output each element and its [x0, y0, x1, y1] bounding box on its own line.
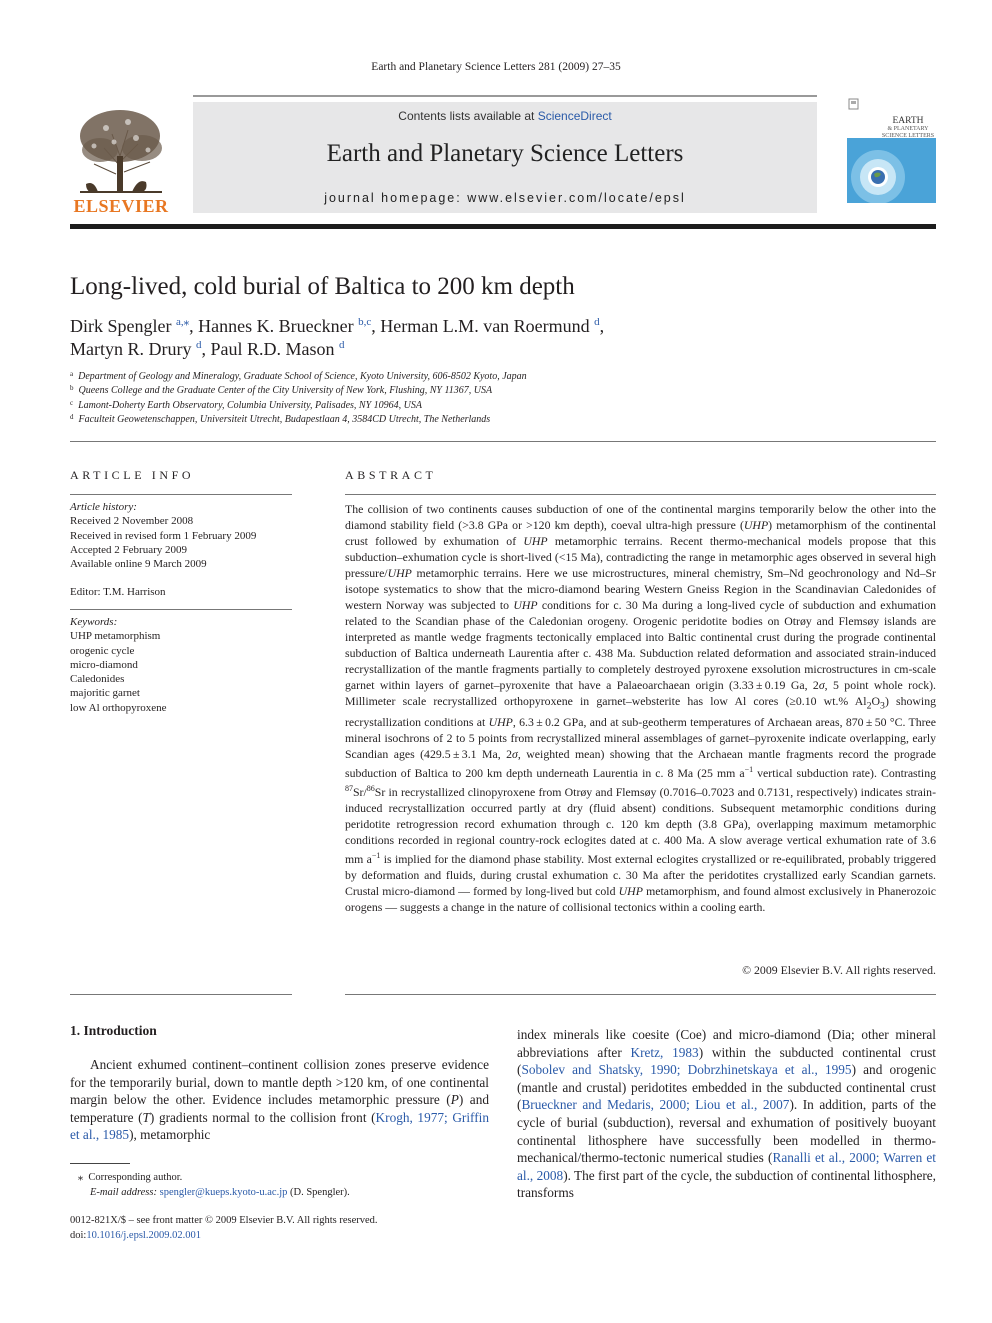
article-info-rule [70, 494, 292, 495]
affiliation-mark: a [70, 370, 74, 378]
subscript: 3 [880, 700, 885, 712]
elsevier-logo[interactable] [70, 104, 172, 214]
issn-line: 0012-821X/$ – see front matter © 2009 Elsevier B.V. All rights reserved. [70, 1215, 378, 1226]
footnote-text: Corresponding author. [88, 1172, 183, 1183]
footnote-mark: ⁎ [77, 1172, 84, 1183]
superscript: 87 [345, 784, 353, 794]
journal-banner [193, 102, 817, 213]
superscript: 86 [366, 784, 375, 794]
citation-link[interactable]: Ranalli et al., 2000; Warren et al., 2008 [517, 1150, 936, 1183]
sciencedirect-link[interactable]: ScienceDirect [537, 109, 612, 123]
email-link[interactable]: spengler@kueps.kyoto-u.ac.jp [159, 1187, 288, 1198]
author-separator: , [371, 316, 381, 336]
author: Hannes K. Brueckner [198, 316, 354, 336]
author-affiliation-mark[interactable]: b,c [358, 316, 372, 328]
affiliation-mark: b [70, 384, 74, 393]
affiliation-text: Queens College and the Graduate Center of the City University of New York, Flushing, NY 11367, USA [78, 385, 493, 397]
cover-title-line2: & PLANETARY [887, 126, 929, 132]
cover-title-line1: EARTH [892, 116, 924, 126]
author: Dirk Spengler [70, 316, 172, 336]
keyword: low Al orthopyroxene [70, 701, 167, 714]
cover-title [880, 116, 936, 140]
doi-line [70, 1229, 378, 1244]
email-label: E-mail address: [90, 1187, 157, 1198]
abstract-text: Sr in recrystallized clinopyroxene from Otrøy and Flemsøy (0.7016–0.7023 and 0.7131, respectively) indicates strain-induced recrystallization occurred partly at dry (fluid absent) conditions. Subsequent metamorphic conditions during peridotite retrogression record exhumation through c. 120 km depth (3.8 GPa), overlapping maximum metamorphic conditions recorded in regional country-rock eclogites dated at c. 400 Ma. A slow average vertical exhumation rate of 3.6 mm a [345, 785, 936, 867]
abstract-text: conditions for c. 30 Ma during a long-lived cycle of subduction and exhumation related to the Scandian phase of the Caledonian orogeny. Orogenic peridotite bodies on Otrøy and Flemsøy islands are interpreted as mantle wedge fragments tectonically emplaced into Baltic continental crust during the prograde continental subduction of Baltica underneath Laurentia after c. 438 Ma. Subduction related deformation and associated strain-induced recrystallization of the mantle fragments partially to completely destroyed pyroxene exsolution microstructures in cm-scale garnet within layers of garnet–pyroxenite that have a Palaeoarchaean origin (3.33 ± 0.19 Ga, 2 [345, 598, 936, 692]
body-text: ). In addition, parts of the cycle of burial (subduction), reversal and exhumation of positively buoyant continental lithosphere have successfully been modelled in thermo-mechanical/thermo-tectonic numerical studies ( [517, 1097, 936, 1166]
superscript: −1 [744, 765, 754, 775]
affiliation-list [70, 370, 527, 427]
journal-title: Earth and Planetary Science Letters [326, 140, 684, 167]
article-title: Long-lived, cold burial of Baltica to 200 km depth [70, 273, 575, 300]
author: Paul R.D. Mason [210, 339, 335, 359]
affiliation-text: Faculteit Geowetenschappen, Universiteit Utrecht, Budapestlaan 4, 3584CD Utrecht, The Netherlands [78, 413, 491, 425]
affiliation [70, 399, 527, 413]
abstract-rule [345, 494, 936, 495]
keyword: micro-diamond [70, 658, 138, 671]
banner-top-rule [193, 95, 817, 97]
editor: Editor: T.M. Harrison [70, 586, 166, 599]
body-text: Ancient exhumed continent–continent collision zones preserve evidence for the temporarily burial, down to mantle depth >120 km, of one continental margin below the other. Evidence includes metamorphic pressure ( [70, 1057, 489, 1108]
abstract-text: ) showing recrystallization conditions at [345, 694, 937, 730]
abstract-heading: ABSTRACT [345, 468, 437, 482]
abstract-text: The collision of two continents causes subduction of one of the continental margins temporarily below the other into the diamond stability field (>3.8 GPa or >120 km depth), coeval ultra-high pressure ( [345, 502, 936, 532]
body-text: ), metamorphic [129, 1127, 211, 1143]
article-info [70, 500, 292, 600]
author-list [70, 315, 604, 361]
header-rule [70, 224, 936, 229]
abstract-text: vertical subduction rate). Contrasting [753, 766, 936, 781]
variable: T [142, 1109, 150, 1125]
abstract-text: Sr/ [353, 785, 367, 800]
history-item: Available online 9 March 2009 [70, 558, 207, 571]
abstract-term: UHP [488, 715, 513, 730]
history-item: Received in revised form 1 February 2009 [70, 529, 257, 542]
corresponding-author-note [70, 1170, 350, 1185]
affiliation [70, 384, 527, 398]
author-separator: , [599, 316, 605, 336]
history-item: Received 2 November 2008 [70, 515, 194, 528]
section-heading-introduction: 1. Introduction [70, 1023, 157, 1038]
info-bottom-rule [70, 994, 292, 995]
homepage-prefix: journal homepage: [324, 191, 468, 205]
abstract-text: O [871, 694, 881, 708]
journal-citation: Earth and Planetary Science Letters 281 (2009) 27–35 [371, 61, 621, 73]
contents-line [193, 109, 817, 123]
citation-link[interactable]: Sobolev and Shatsky, 1990; Dobrzhinetskaya et al., 1995 [521, 1062, 852, 1078]
affiliation [70, 370, 527, 384]
keyword: Caledonides [70, 673, 125, 686]
journal-homepage [193, 191, 817, 205]
affiliation-mark: d [70, 412, 74, 421]
citation-link[interactable]: Brueckner and Medaris, 2000; Liou et al., 2007 [521, 1097, 790, 1113]
variable: P [450, 1092, 459, 1108]
intro-left-column [70, 1056, 489, 1144]
superscript: −1 [371, 851, 381, 861]
homepage-url[interactable]: www.elsevier.com/locate/epsl [467, 191, 686, 205]
body-text: ) within the subducted continental crust ( [517, 1044, 936, 1078]
abstract-body [345, 501, 936, 915]
affiliation-mark: c [70, 398, 74, 407]
affiliation-text: Lamont-Doherty Earth Observatory, Columbia University, Palisades, NY 10964, USA [78, 399, 422, 411]
abstract-text: ) metamorphism of the continental crust followed by exhumation of [345, 518, 936, 548]
abstract-term: UHP [618, 884, 643, 899]
abstract-text: , weighted mean) showing that the Archaean mantle fragments record the prograde subduction of Baltica to 200 km depth underneath Laurentia in c. 8 Ma (25 mm a [345, 747, 936, 781]
contents-prefix: Contents lists available at [398, 109, 538, 123]
author-affiliation-mark[interactable]: a,⁎ [175, 316, 190, 328]
abstract-text: metamorphic terrains. Here we use microstructures, mineral chemistry, Sm–Nd geochronology and Nd–Sr isotope systematics to show that the micro-diamond bearing Western Gneiss Region in the Scandinavian Caledonides of western Norway was subjected to [345, 566, 936, 612]
author: Martyn R. Drury [70, 339, 192, 359]
abstract-term: σ [512, 747, 518, 762]
keyword: orogenic cycle [70, 644, 135, 657]
cover-title-line3: SCIENCE LETTERS [881, 133, 935, 139]
abstract-text: , 5 point whole rock). Millimeter scale recrystallized orthopyroxene in garnet–websterite has low Al cores (≥0.10 wt.% Al [345, 678, 936, 708]
keywords-label: Keywords: [70, 616, 118, 628]
keyword: UHP metamorphism [70, 630, 161, 643]
abstract-copyright: © 2009 Elsevier B.V. All rights reserved. [742, 963, 936, 977]
body-text: ) and orogenic (mantle and crustal) peridotites embedded in the subducted continental crust ( [517, 1062, 936, 1113]
abstract-term: UHP [513, 598, 538, 612]
body-text: ). The first part of the cycle, the subduction of continental lithosphere, transforms [517, 1167, 936, 1201]
citation-link[interactable]: Krogh, 1977; Griffin et al., 1985 [70, 1109, 489, 1143]
abstract-term: UHP [387, 566, 412, 580]
abstract-text: is implied for the diamond phase stability. Most external eclogites crystallized or re-equilibrated, probably triggered by deformation and fluids, during crustal exhumation c. 30 Ma after the peridotites crystallized early Scandian garnets. Crustal micro-diamond — formed by long-lived but cold [345, 852, 936, 899]
doi-label: doi: [70, 1229, 87, 1241]
author-affiliation-mark[interactable]: d [594, 316, 600, 328]
intro-right-column [517, 1026, 936, 1202]
author-affiliation-mark[interactable]: d [195, 339, 202, 351]
history-item: Accepted 2 February 2009 [70, 543, 187, 556]
email-note [70, 1185, 350, 1200]
abstract-text: metamorphism, and found almost exclusively in Phanerozoic orogens — suggests a change in the nature of collisional tectonics within a cooling earth. [345, 884, 936, 915]
journal-cover-icon [847, 97, 936, 203]
doi-link[interactable]: 10.1016/j.epsl.2009.02.001 [86, 1229, 201, 1241]
keywords [70, 615, 292, 715]
abstract-text: , 6.3 ± 0.2 GPa, and at sub-geotherm temperatures of Archaean areas, 870 ± 50 °C. Three mineral isochrons of 2 to 5 points from recrystallized mineral assemblages of garnet–pyroxenite indicate overlapping, early Scandian ages (429.5 ± 3.1 Ma, 2 [345, 715, 936, 762]
affiliation-text: Department of Geology and Mineralogy, Graduate School of Science, Kyoto University, 606-8502 Kyoto, Japan [78, 371, 527, 382]
abstract-text: metamorphic terrains. Recent thermo-mechanical models propose that this subduction–exhumation cycle is short-lived (<15 Ma), contradicting the range in metamorphic ages observed in several high pressure/ [345, 534, 936, 580]
history-label: Article history: [70, 501, 137, 513]
abstract-term: UHP [743, 518, 769, 532]
author-separator: , [189, 316, 199, 336]
keyword: majoritic garnet [70, 687, 140, 700]
footnote-rule [70, 1163, 130, 1164]
journal-cover-thumbnail[interactable] [847, 97, 936, 203]
body-text: index minerals like coesite (Coe) and micro-diamond (Dia; other mineral abbreviations after [517, 1027, 936, 1060]
title-block-rule [70, 441, 936, 442]
email-suffix: (D. Spengler). [287, 1187, 350, 1198]
body-text: ) and temperature ( [70, 1092, 490, 1125]
keywords-rule [70, 609, 292, 610]
author: Herman L.M. van Roermund [380, 316, 590, 336]
author-separator: , [201, 339, 211, 359]
subscript: 2 [866, 700, 872, 712]
author-affiliation-mark[interactable]: d [339, 339, 345, 351]
body-text: ) gradients normal to the collision front ( [149, 1109, 376, 1125]
affiliation [70, 413, 527, 427]
elsevier-wordmark: ELSEVIER [73, 196, 169, 216]
abstract-term: UHP [523, 534, 548, 548]
abstract-term: σ [818, 678, 825, 692]
citation-link[interactable]: Kretz, 1983 [630, 1044, 699, 1060]
footnotes [70, 1170, 350, 1200]
article-info-heading: ARTICLE INFO [70, 468, 195, 482]
front-matter [70, 1214, 378, 1243]
abstract-bottom-rule [345, 994, 936, 995]
